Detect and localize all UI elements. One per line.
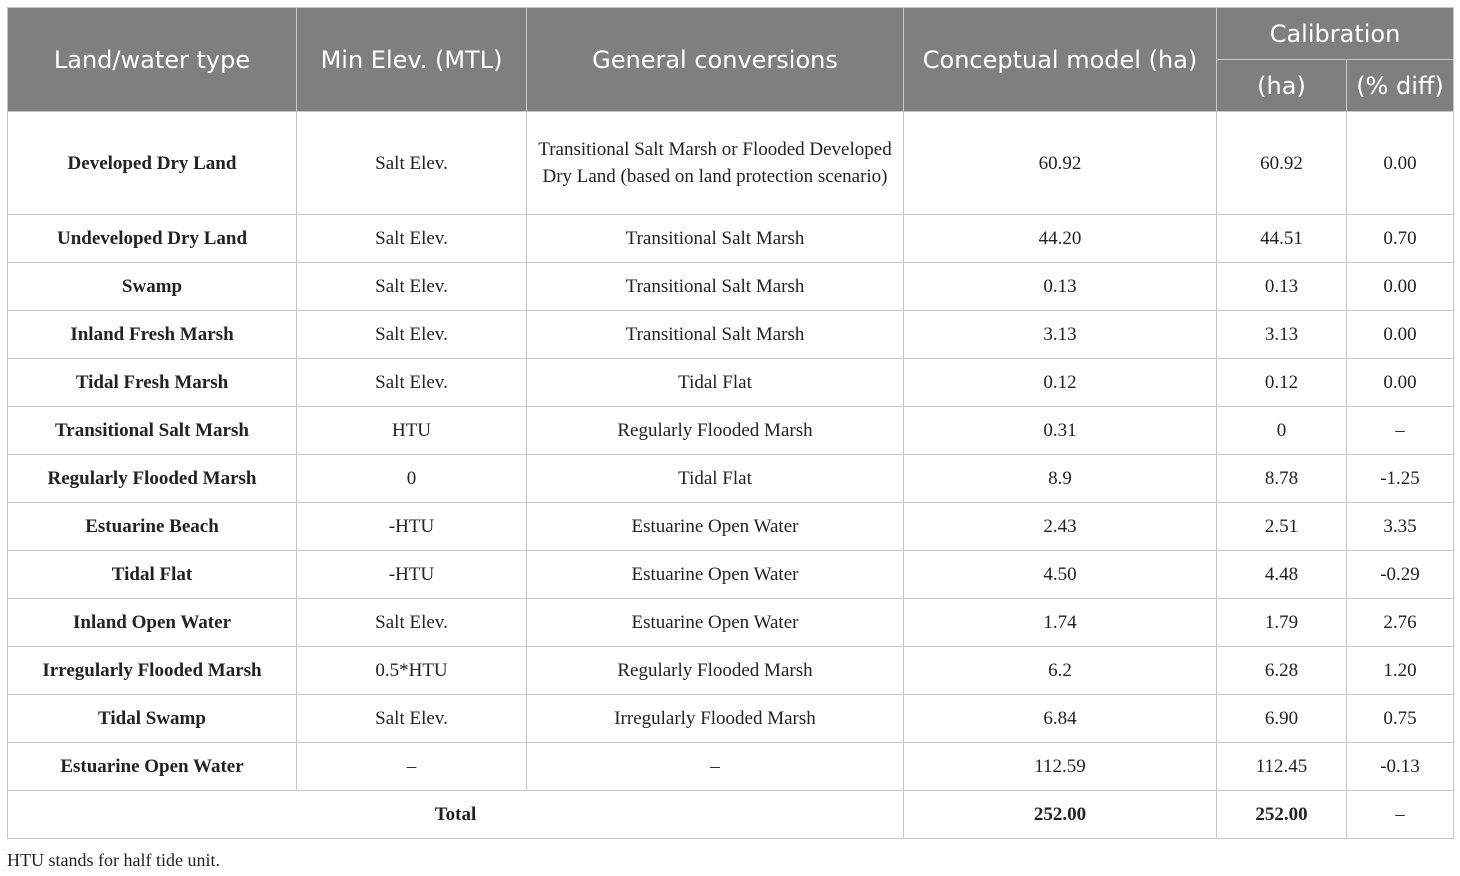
cell-cal-diff: 3.35 bbox=[1347, 503, 1454, 551]
cell-type: Developed Dry Land bbox=[8, 112, 297, 215]
cell-min-elev: Salt Elev. bbox=[297, 359, 527, 407]
cell-type: Estuarine Beach bbox=[8, 503, 297, 551]
cell-min-elev: Salt Elev. bbox=[297, 215, 527, 263]
cell-cal-ha: 0.13 bbox=[1217, 263, 1347, 311]
cell-min-elev: -HTU bbox=[297, 551, 527, 599]
cell-conceptual: 4.50 bbox=[904, 551, 1217, 599]
table-row bbox=[8, 695, 1454, 743]
cell-conversion: – bbox=[527, 743, 904, 791]
cell-type: Inland Fresh Marsh bbox=[8, 311, 297, 359]
table-row bbox=[8, 311, 1454, 359]
cell-cal-diff: -0.13 bbox=[1347, 743, 1454, 791]
cell-conceptual: 44.20 bbox=[904, 215, 1217, 263]
total-row bbox=[8, 791, 1454, 839]
cell-min-elev: -HTU bbox=[297, 503, 527, 551]
cell-min-elev: Salt Elev. bbox=[297, 263, 527, 311]
cell-type: Transitional Salt Marsh bbox=[8, 407, 297, 455]
cell-conceptual: 1.74 bbox=[904, 599, 1217, 647]
cell-type: Regularly Flooded Marsh bbox=[8, 455, 297, 503]
table-footnote: HTU stands for half tide unit. bbox=[7, 850, 220, 870]
cell-cal-ha: 3.13 bbox=[1217, 311, 1347, 359]
table-row bbox=[8, 647, 1454, 695]
cell-conceptual: 2.43 bbox=[904, 503, 1217, 551]
header-calibration-diff: (% diff) bbox=[1347, 60, 1454, 112]
cell-conversion: Transitional Salt Marsh or Flooded Developed Dry Land (based on land protection scenario) bbox=[527, 112, 904, 215]
cell-cal-diff: 0.00 bbox=[1347, 359, 1454, 407]
cell-cal-ha: 44.51 bbox=[1217, 215, 1347, 263]
cell-conversion: Estuarine Open Water bbox=[527, 551, 904, 599]
cell-conversion: Regularly Flooded Marsh bbox=[527, 647, 904, 695]
cell-min-elev: 0 bbox=[297, 455, 527, 503]
table-row bbox=[8, 112, 1454, 215]
cell-type: Swamp bbox=[8, 263, 297, 311]
total-conceptual: 252.00 bbox=[904, 791, 1217, 839]
cell-type: Inland Open Water bbox=[8, 599, 297, 647]
header-land-water-type: Land/water type bbox=[8, 8, 297, 112]
header-calibration: Calibration bbox=[1217, 8, 1454, 60]
cell-conversion: Regularly Flooded Marsh bbox=[527, 407, 904, 455]
cell-cal-ha: 0 bbox=[1217, 407, 1347, 455]
table-row bbox=[8, 407, 1454, 455]
cell-conceptual: 0.13 bbox=[904, 263, 1217, 311]
cell-conceptual: 6.2 bbox=[904, 647, 1217, 695]
cell-min-elev: Salt Elev. bbox=[297, 599, 527, 647]
cell-conversion: Estuarine Open Water bbox=[527, 503, 904, 551]
cell-type: Undeveloped Dry Land bbox=[8, 215, 297, 263]
cell-cal-diff: 0.00 bbox=[1347, 112, 1454, 215]
table-row bbox=[8, 263, 1454, 311]
table-row bbox=[8, 215, 1454, 263]
table-row bbox=[8, 599, 1454, 647]
cell-cal-diff: 0.00 bbox=[1347, 263, 1454, 311]
cell-conceptual: 60.92 bbox=[904, 112, 1217, 215]
header-calibration-ha: (ha) bbox=[1217, 60, 1347, 112]
table-header bbox=[8, 8, 1454, 112]
cell-cal-ha: 0.12 bbox=[1217, 359, 1347, 407]
cell-cal-diff: 2.76 bbox=[1347, 599, 1454, 647]
cell-min-elev: – bbox=[297, 743, 527, 791]
header-general-conversions: General conversions bbox=[527, 8, 904, 112]
cell-cal-diff: -1.25 bbox=[1347, 455, 1454, 503]
cell-cal-ha: 1.79 bbox=[1217, 599, 1347, 647]
cell-type: Tidal Swamp bbox=[8, 695, 297, 743]
total-cal-diff: – bbox=[1347, 791, 1454, 839]
header-conceptual-model: Conceptual model (ha) bbox=[904, 8, 1217, 112]
cell-min-elev: 0.5*HTU bbox=[297, 647, 527, 695]
cell-conceptual: 0.12 bbox=[904, 359, 1217, 407]
cell-type: Irregularly Flooded Marsh bbox=[8, 647, 297, 695]
cell-cal-diff: 0.00 bbox=[1347, 311, 1454, 359]
table-row bbox=[8, 743, 1454, 791]
cell-type: Tidal Flat bbox=[8, 551, 297, 599]
header-min-elev: Min Elev. (MTL) bbox=[297, 8, 527, 112]
cell-type: Estuarine Open Water bbox=[8, 743, 297, 791]
cell-cal-ha: 4.48 bbox=[1217, 551, 1347, 599]
total-cal-ha: 252.00 bbox=[1217, 791, 1347, 839]
table-row bbox=[8, 551, 1454, 599]
table-body bbox=[8, 112, 1454, 839]
cell-type: Tidal Fresh Marsh bbox=[8, 359, 297, 407]
cell-cal-ha: 2.51 bbox=[1217, 503, 1347, 551]
table-row bbox=[8, 503, 1454, 551]
cell-cal-ha: 60.92 bbox=[1217, 112, 1347, 215]
cell-cal-diff: 1.20 bbox=[1347, 647, 1454, 695]
cell-cal-ha: 112.45 bbox=[1217, 743, 1347, 791]
cell-conceptual: 3.13 bbox=[904, 311, 1217, 359]
cell-conversion: Estuarine Open Water bbox=[527, 599, 904, 647]
cell-cal-diff: -0.29 bbox=[1347, 551, 1454, 599]
total-label: Total bbox=[8, 791, 904, 839]
cell-cal-diff: 0.70 bbox=[1347, 215, 1454, 263]
cell-conversion: Irregularly Flooded Marsh bbox=[527, 695, 904, 743]
cell-conceptual: 8.9 bbox=[904, 455, 1217, 503]
cell-min-elev: Salt Elev. bbox=[297, 112, 527, 215]
cell-conceptual: 112.59 bbox=[904, 743, 1217, 791]
table-row bbox=[8, 455, 1454, 503]
cell-conversion: Tidal Flat bbox=[527, 359, 904, 407]
table-row bbox=[8, 359, 1454, 407]
cell-cal-ha: 6.90 bbox=[1217, 695, 1347, 743]
land-water-table bbox=[7, 7, 1454, 839]
cell-conversion: Transitional Salt Marsh bbox=[527, 215, 904, 263]
cell-cal-ha: 6.28 bbox=[1217, 647, 1347, 695]
cell-conversion: Transitional Salt Marsh bbox=[527, 263, 904, 311]
cell-min-elev: Salt Elev. bbox=[297, 695, 527, 743]
cell-conceptual: 0.31 bbox=[904, 407, 1217, 455]
cell-conversion: Transitional Salt Marsh bbox=[527, 311, 904, 359]
cell-min-elev: Salt Elev. bbox=[297, 311, 527, 359]
cell-min-elev: HTU bbox=[297, 407, 527, 455]
cell-cal-ha: 8.78 bbox=[1217, 455, 1347, 503]
cell-conceptual: 6.84 bbox=[904, 695, 1217, 743]
cell-cal-diff: 0.75 bbox=[1347, 695, 1454, 743]
cell-conversion: Tidal Flat bbox=[527, 455, 904, 503]
cell-cal-diff: – bbox=[1347, 407, 1454, 455]
